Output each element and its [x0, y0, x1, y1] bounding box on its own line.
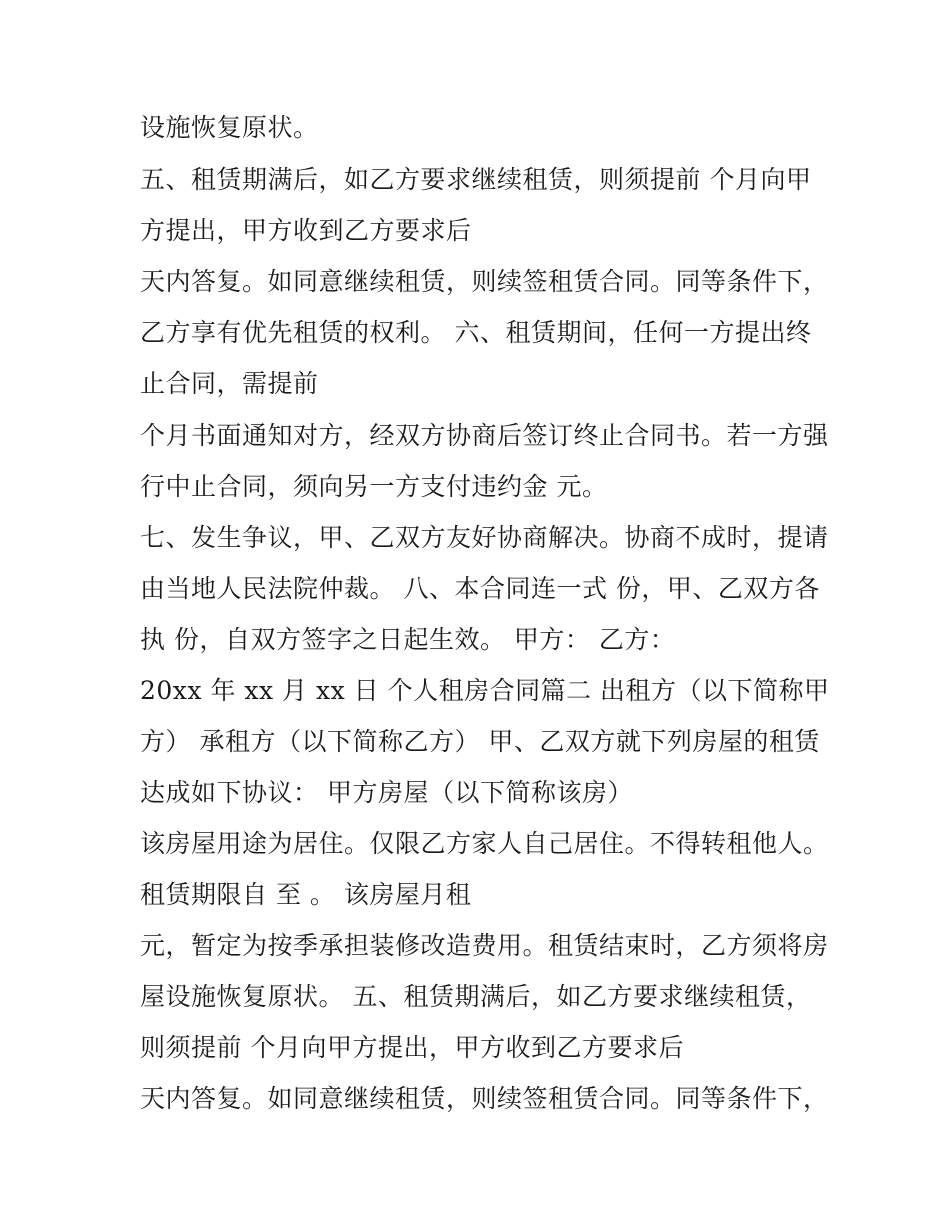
text-line: 元，暂定为按季承担装修改造费用。租赁结束时，乙方须将房: [140, 931, 829, 960]
text-line: 屋设施恢复原状。 五、租赁期满后，如乙方要求继续租赁，: [140, 982, 812, 1011]
text-line: 五、租赁期满后，如乙方要求继续租赁，则须提前 个月向甲: [140, 165, 812, 194]
text-line: 乙方享有优先租赁的权利。 六、租赁期间，任何一方提出终: [140, 318, 812, 347]
text-line: 20xx 年 xx 月 xx 日 个人租房合同篇二 出租方（以下简称甲: [140, 676, 830, 705]
text-line: 七、发生争议，甲、乙双方友好协商解决。协商不成时，提请: [140, 523, 829, 552]
text-line: 个月书面通知对方，经双方协商后签订终止合同书。若一方强: [140, 421, 829, 450]
text-line: 行中止合同，须向另一方支付违约金 元。: [140, 472, 608, 501]
text-line: 天内答复。如同意继续租赁，则续签租赁合同。同等条件下，: [140, 267, 829, 296]
text-line: 天内答复。如同意继续租赁，则续签租赁合同。同等条件下，: [140, 1084, 829, 1113]
text-line: 由当地人民法院仲裁。 八、本合同连一式 份，甲、乙双方各: [140, 574, 820, 603]
text-line: 执 份，自双方签字之日起生效。 甲方： 乙方：: [140, 625, 676, 654]
text-line: 达成如下协议： 甲方房屋（以下简称该房）: [140, 778, 633, 807]
text-line: 则须提前 个月向甲方提出，甲方收到乙方要求后: [140, 1033, 684, 1062]
text-line: 方） 承租方（以下简称乙方） 甲、乙双方就下列房屋的租赁: [140, 727, 820, 756]
text-line: 方提出，甲方收到乙方要求后: [140, 216, 472, 245]
text-line: 设施恢复原状。: [140, 113, 319, 142]
text-line: 租赁期限自 至 。 该房屋月租: [140, 880, 472, 909]
text-line: 该房屋用途为居住。仅限乙方家人自己居住。不得转租他人。: [140, 829, 829, 858]
text-line: 止合同，需提前: [140, 369, 319, 398]
